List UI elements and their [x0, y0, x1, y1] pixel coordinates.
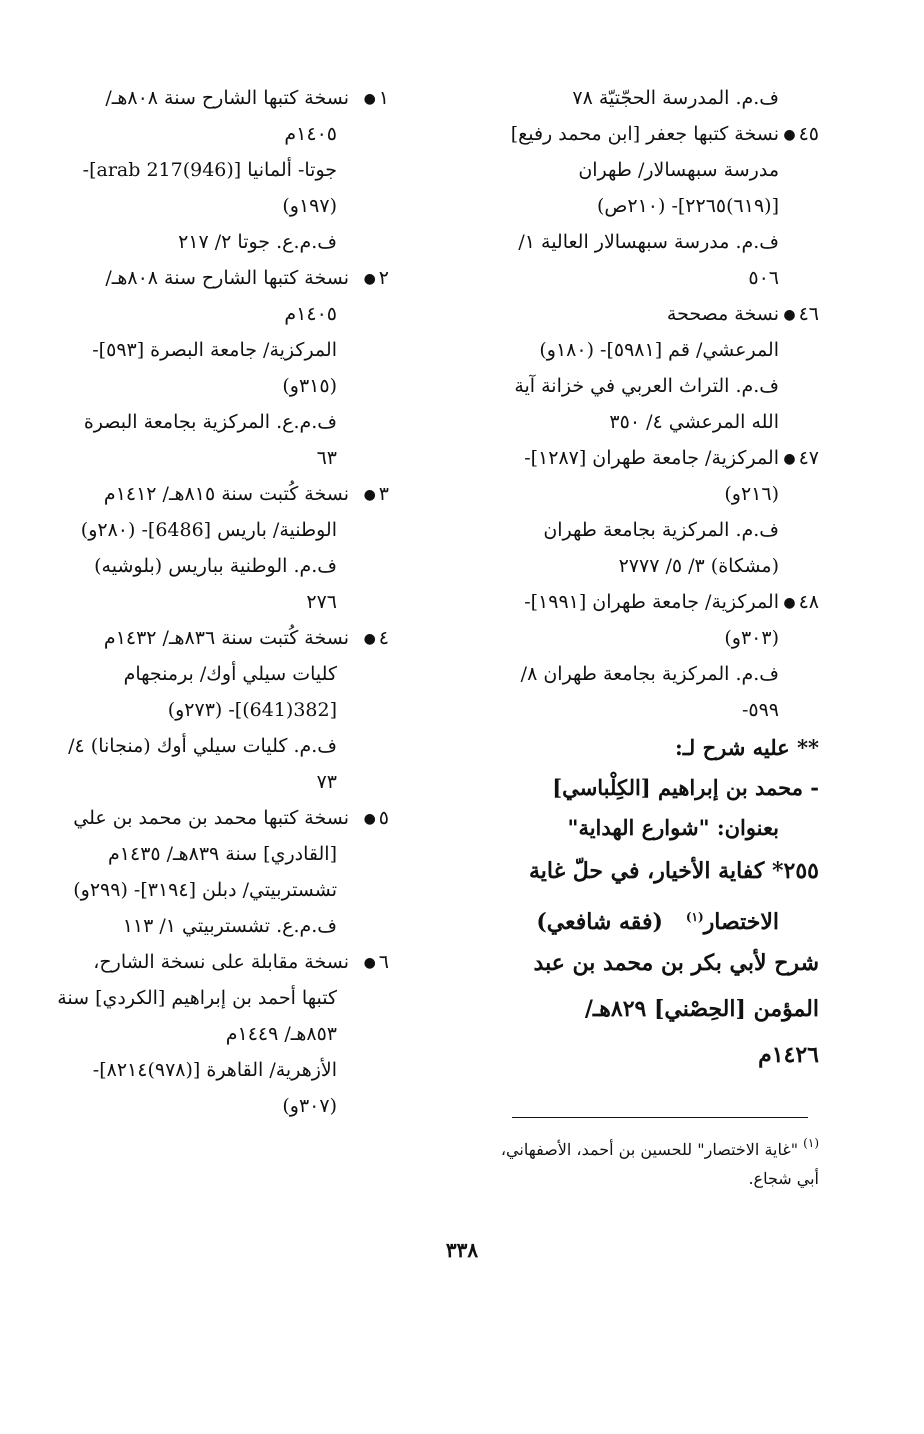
- bullet-icon: ●: [783, 451, 796, 467]
- entry-line: (مشكاة) ٣/ ٥/ ٢٧٧٧: [618, 555, 779, 577]
- bullet-icon: ●: [783, 127, 796, 143]
- entry-line: [(٦١٩)٢٢٦٥]- (٢١٠ص): [596, 195, 779, 217]
- bullet-icon: ●: [783, 307, 796, 323]
- entry-line: ف.م. المركزية بجامعة طهران ٨/: [520, 663, 779, 685]
- entry-number: ٦: [378, 951, 389, 973]
- page-number: ٣٣٨: [445, 1238, 479, 1262]
- right-column: [464, 80, 819, 1078]
- entry-line: ف.م. مدرسة سبهسالار العالية ١/: [518, 231, 779, 253]
- entry-line: ف.م. الوطنية بباريس (بلوشيه): [94, 555, 337, 577]
- entry-number: ٤٨: [798, 591, 819, 613]
- entry-1: [34, 80, 389, 116]
- entry-line: المرعشي/ قم [٥٩٨١]- (١٨٠و): [539, 339, 779, 361]
- title-text: الاختصار: [703, 909, 779, 935]
- entry-number: ١: [378, 87, 389, 109]
- entry-number: ٤: [378, 627, 389, 649]
- entry-line: نسخة كتبها محمد بن محمد بن علي: [73, 807, 349, 829]
- bullet-icon: ●: [363, 631, 376, 647]
- entry-line: نسخة كُتبت سنة ٨٣٦هـ/ ١٤٣٢م: [103, 627, 349, 649]
- entry-line: (٣٠٧و): [282, 1095, 337, 1117]
- entry-line: ف.م.ع. جوتا ٢/ ٢١٧: [178, 231, 337, 253]
- commentary-line: بعنوان: "شوارع الهداية": [567, 815, 779, 840]
- entry-line: مدرسة سبهسالار/ طهران: [578, 159, 779, 181]
- entry-line: نسخة مقابلة على نسخة الشارح،: [93, 951, 349, 973]
- entry-line: تشستربيتي/ دبلن [٣١٩٤]- (٢٩٩و): [73, 879, 337, 901]
- subject-label: (فقه شافعي): [536, 909, 663, 935]
- entry-number: ٥: [378, 807, 389, 829]
- entry-line: ٢٧٦: [306, 591, 337, 613]
- entry-line: نسخة كتبها جعفر [ابن محمد رفيع]: [510, 123, 779, 145]
- title-255-line: [464, 894, 819, 940]
- entry-line: المركزية/ جامعة طهران [١٩٩١]-: [524, 591, 779, 613]
- title-255-line: شرح لأبي بكر بن محمد بن عبد: [533, 950, 819, 976]
- entry-line: نسخة كُتبت سنة ٨١٥هـ/ ١٤١٢م: [103, 483, 349, 505]
- footnote-divider: [512, 1117, 808, 1118]
- entry-line: ف.م.ع. المركزية بجامعة البصرة: [83, 411, 337, 433]
- entry-number: ٢: [378, 267, 389, 289]
- entry-line: جوتا- ألمانيا [arab 217(946)]-: [82, 159, 337, 181]
- entry-line: ١٤٠٥م: [284, 303, 337, 325]
- entry-5: [34, 800, 389, 836]
- entry-line: ف.م. المركزية بجامعة طهران: [543, 519, 779, 541]
- entry-line: كليات سيلي أوك/ برمنجهام: [123, 663, 337, 685]
- entry-line: ٨٥٣هـ/ ١٤٤٩م: [225, 1023, 337, 1045]
- entry-line: الأزهرية/ القاهرة [(٩٧٨)٨٢١٤]-: [92, 1059, 337, 1081]
- entry-48: [464, 584, 819, 620]
- entry-line: نسخة كتبها الشارح سنة ٨٠٨هـ/: [105, 267, 349, 289]
- bullet-icon: ●: [363, 487, 376, 503]
- footnote-line: [464, 1125, 819, 1161]
- entry-number: ٤٥: [798, 123, 819, 145]
- entry-46: [464, 296, 819, 332]
- entry-line: كتبها أحمد بن إبراهيم [الكردي] سنة: [57, 987, 337, 1009]
- bullet-icon: ●: [363, 91, 376, 107]
- entry-line: المركزية/ جامعة طهران [١٢٨٧]-: [524, 447, 779, 469]
- entry-line: ٦٣: [316, 447, 337, 469]
- entry-line: (٢١٦و): [724, 483, 779, 505]
- entry-3: [34, 476, 389, 512]
- entry-line: (٣٠٣و): [724, 627, 779, 649]
- title-255: ٢٥٥* كفاية الأخيار، في حلّ غاية: [528, 858, 819, 884]
- entry-line: المركزية/ جامعة البصرة [٥٩٣]-: [92, 339, 337, 361]
- commentary-line: - محمد بن إبراهيم [الكِلْباسي]: [552, 775, 819, 800]
- footnote-marker: (١): [803, 1136, 819, 1150]
- entry-line: نسخة كتبها الشارح سنة ٨٠٨هـ/: [105, 87, 349, 109]
- entry-line: ف.م. التراث العربي في خزانة آية: [514, 375, 779, 397]
- entry-number: ٣: [378, 483, 389, 505]
- entry-line: ف.م. المدرسة الحجّتيّة ٧٨: [572, 87, 779, 109]
- entry-line: الله المرعشي ٤/ ٣٥٠: [609, 411, 779, 433]
- entry-45: [464, 116, 819, 152]
- bullet-icon: ●: [363, 811, 376, 827]
- bullet-icon: ●: [363, 955, 376, 971]
- bullet-icon: ●: [363, 271, 376, 287]
- entry-line: الوطنية/ باريس [6486]- (٢٨٠و): [80, 519, 337, 541]
- entry-line: [القادري] سنة ٨٣٩هـ/ ١٤٣٥م: [108, 843, 337, 865]
- entry-4: [34, 620, 389, 656]
- title-255-line: المؤمن [الحِصْني] ٨٢٩هـ/: [584, 996, 819, 1022]
- entry-line: (٣١٥و): [282, 375, 337, 397]
- entry-6: [34, 944, 389, 980]
- entry-line: نسخة مصححة: [666, 303, 779, 325]
- entry-line: ف.م.ع. تشستربيتي ١/ ١١٣: [122, 915, 337, 937]
- entry-line: ١٤٠٥م: [284, 123, 337, 145]
- footnote-text: "غاية الاختصار" للحسين بن أحمد، الأصفهاني،: [500, 1140, 799, 1159]
- entry-line: ٥٠٦: [748, 267, 779, 289]
- entry-line: (١٩٧و): [282, 195, 337, 217]
- bullet-icon: ●: [783, 595, 796, 611]
- title-255-line: ١٤٢٦م: [758, 1042, 819, 1068]
- entry-line: ف.م. كليات سيلي أوك (منجانا) ٤/: [68, 735, 337, 757]
- entry-number: ٤٦: [798, 303, 819, 325]
- entry-47: [464, 440, 819, 476]
- entry-line: ٥٩٩-: [741, 699, 779, 721]
- entry-line: ٧٣: [316, 771, 337, 793]
- footnote-ref: (١): [685, 910, 704, 924]
- entry-2: [34, 260, 389, 296]
- footnote: [464, 1125, 819, 1197]
- entry-number: ٤٧: [798, 447, 819, 469]
- entry-line: [382(641)]- (٢٧٣و): [167, 699, 337, 721]
- commentary-heading: ** عليه شرح لـ:: [674, 735, 819, 760]
- left-column: [34, 80, 389, 1124]
- footnote-line: أبي شجاع.: [748, 1169, 819, 1188]
